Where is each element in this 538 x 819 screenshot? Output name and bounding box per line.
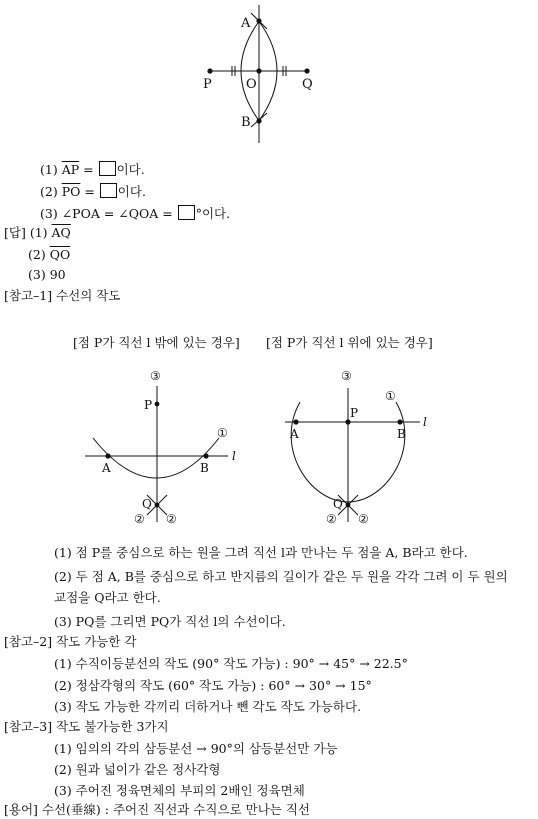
answer-line-2: (2) $\overline{QO}$ <box>28 247 71 262</box>
label-q: Q <box>333 497 343 511</box>
label-b: B <box>397 427 406 441</box>
caption-right: [점 P가 직선 l 위에 있는 경우] <box>266 335 433 350</box>
step-3: (3) PQ를 그리면 PQ가 직선 l의 수선이다. <box>54 614 286 629</box>
step-2: (2) 두 점 A, B를 중심으로 하고 반지름의 길이가 같은 두 원을 각각 그려 이 두 원의 <box>54 569 508 584</box>
mark-2-right: ② <box>358 512 369 526</box>
label-q: Q <box>302 77 313 92</box>
question-2: (2) $\overline{PO}$ = 이다. <box>40 184 146 199</box>
step-1: (1) 점 P를 중심으로 하는 원을 그려 직선 l과 만나는 두 점을 A, B라고 한다. <box>54 545 468 560</box>
mark-3: ③ <box>341 369 352 383</box>
question-1: (1) $\overline{AP}$ = 이다. <box>40 162 145 177</box>
step-2-cont: 교점을 Q라고 한다. <box>54 590 161 605</box>
top-figure <box>0 0 538 160</box>
term-line: [용어] 수선(垂線) : 주어진 직선과 수직으로 만나는 직선 <box>4 802 310 817</box>
label-o: O <box>246 77 257 92</box>
ref1-heading: [참고–1] 수선의 작도 <box>4 288 121 303</box>
label-q: Q <box>142 497 152 511</box>
label-p: P <box>350 406 359 420</box>
answer-box <box>178 205 195 220</box>
label-p: P <box>144 398 153 412</box>
right-figure <box>270 360 530 530</box>
question-3: (3) ∠POA = ∠QOA = °이다. <box>40 206 231 221</box>
label-p: P <box>203 77 212 92</box>
mark-1: ① <box>385 389 396 403</box>
ref2-heading: [참고–2] 작도 가능한 각 <box>4 634 137 649</box>
ref3-item-2: (2) 원과 넓이가 같은 정사각형 <box>54 762 221 777</box>
ref3-heading: [참고–3] 작도 불가능한 3가지 <box>4 719 169 734</box>
label-b: B <box>241 115 251 130</box>
answer-tag: [답] <box>4 225 26 240</box>
mark-1: ① <box>217 426 228 440</box>
mark-2-left: ② <box>134 512 145 526</box>
ref2-item-1: (1) 수직이등분선의 작도 (90° 작도 가능) : 90° → 45° → 22.5° <box>54 656 408 671</box>
label-l: l <box>232 449 236 463</box>
ref2-item-2: (2) 정삼각형의 작도 (60° 작도 가능) : 60° → 30° → 15° <box>54 678 372 693</box>
ref3-item-3: (3) 주어진 정육면체의 부피의 2배인 정육면체 <box>54 783 305 798</box>
answer-box <box>100 183 117 198</box>
label-a: A <box>102 461 111 475</box>
caption-left: [점 P가 직선 l 밖에 있는 경우] <box>73 335 240 350</box>
mark-3: ③ <box>150 369 161 383</box>
answer-line-1: [답] (1) $\overline{AQ}$ <box>4 225 71 240</box>
label-a: A <box>290 427 299 441</box>
ref3-item-1: (1) 임의의 각의 삼등분선 → 90°의 삼등분선만 가능 <box>54 741 338 756</box>
left-figure <box>0 360 260 530</box>
label-a: A <box>241 16 251 31</box>
ref2-item-3: (3) 작도 가능한 각끼리 더하거나 뺀 각도 작도 가능하다. <box>54 699 362 714</box>
mark-2-right: ② <box>166 512 177 526</box>
label-b: B <box>200 461 209 475</box>
answer-line-3: (3) 90 <box>28 267 66 282</box>
label-l: l <box>423 415 427 429</box>
mark-2-left: ② <box>326 512 337 526</box>
answer-box <box>99 161 116 176</box>
